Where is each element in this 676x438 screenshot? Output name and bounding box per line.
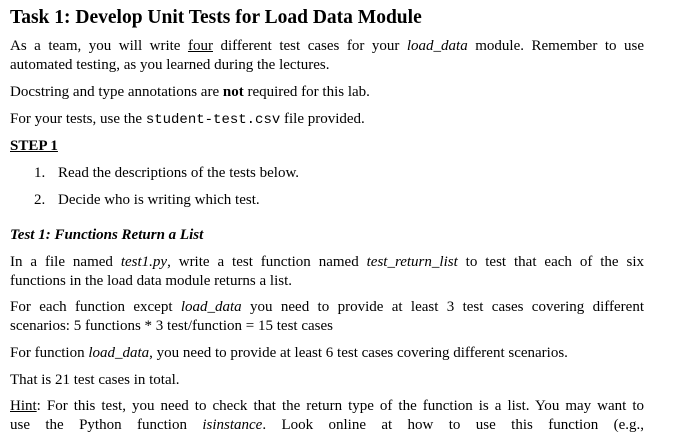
- test-function-name: test_return_list: [366, 254, 458, 270]
- tests-file-paragraph: [10, 110, 644, 130]
- p3-text-2: , you need to provide at least 6 test cases covering different scenarios.: [149, 345, 568, 361]
- intro-text-2: different test cases for your: [212, 38, 407, 54]
- test-1-p1-line-2: functions in the load data module returns a list.: [10, 273, 293, 289]
- list-item: [34, 192, 260, 209]
- test-1-p2-line-1: [10, 298, 644, 317]
- list-item-number: 2.: [34, 192, 46, 208]
- test-filename: test1.py: [120, 254, 168, 270]
- hint-line-1: [10, 397, 644, 416]
- intro-line-2: automated testing, as you learned during the lectures.: [10, 57, 330, 73]
- test-1-paragraph-1: [10, 253, 644, 291]
- intro-underlined: four: [187, 38, 213, 54]
- load-data-function: load_data: [88, 345, 150, 361]
- intro-line-1: [10, 37, 644, 56]
- load-data-function: load_data: [180, 299, 242, 315]
- hint-text-3: . Look online at how to use this function (e.g.,: [262, 417, 644, 433]
- test-1-p1-line-1: [10, 253, 644, 272]
- intro-text-3: module. Remember to use: [467, 38, 645, 54]
- csv-filename: student-test.csv: [145, 112, 281, 128]
- docstring-paragraph: [10, 83, 644, 102]
- list-item-text: Decide who is writing which test.: [58, 192, 260, 208]
- test-1-paragraph-3: [10, 344, 644, 363]
- docstring-text-2: required for this lab.: [243, 84, 370, 100]
- intro-italic: load_data: [406, 38, 468, 54]
- hint-line-2: [10, 416, 644, 435]
- docstring-text-1: Docstring and type annotations are: [10, 84, 223, 100]
- hint-text-1: : For this test, you need to check that the return type of the function is a list. You may want to: [36, 398, 644, 414]
- p1-text-3: to test that each of the six: [457, 254, 644, 270]
- step-1-heading: STEP 1: [10, 138, 58, 154]
- p2-text-1: For each function except: [10, 299, 181, 315]
- test-1-paragraph-2: [10, 298, 644, 336]
- list-item-number: 1.: [34, 165, 46, 181]
- p1-text-2: , write a test function named: [167, 254, 367, 270]
- docstring-bold: not: [222, 84, 244, 100]
- hint-paragraph: [10, 397, 644, 435]
- p3-text-1: For function: [10, 345, 89, 361]
- list-item: [34, 165, 299, 182]
- intro-text-1: As a team, you will write: [10, 38, 188, 54]
- p1-text-1: In a file named: [10, 254, 121, 270]
- isinstance-function: isinstance: [202, 417, 263, 433]
- p2-text-2: you need to provide at least 3 test cases covering different: [241, 299, 644, 315]
- tests-file-text-1: For your tests, use the: [10, 111, 146, 127]
- list-item-text: Read the descriptions of the tests below.: [58, 165, 300, 181]
- intro-paragraph: [10, 37, 644, 75]
- tests-file-text-2: file provided.: [280, 111, 365, 127]
- test-1-paragraph-4: That is 21 test cases in total.: [10, 372, 180, 388]
- hint-text-2: use the Python function: [10, 417, 203, 433]
- test-1-heading: Test 1: Functions Return a List: [10, 227, 204, 243]
- test-1-p2-line-2: scenarios: 5 functions * 3 test/function = 15 test cases: [10, 318, 333, 334]
- hint-label: Hint: [10, 398, 37, 414]
- page-title: Task 1: Develop Unit Tests for Load Data Module: [10, 7, 422, 28]
